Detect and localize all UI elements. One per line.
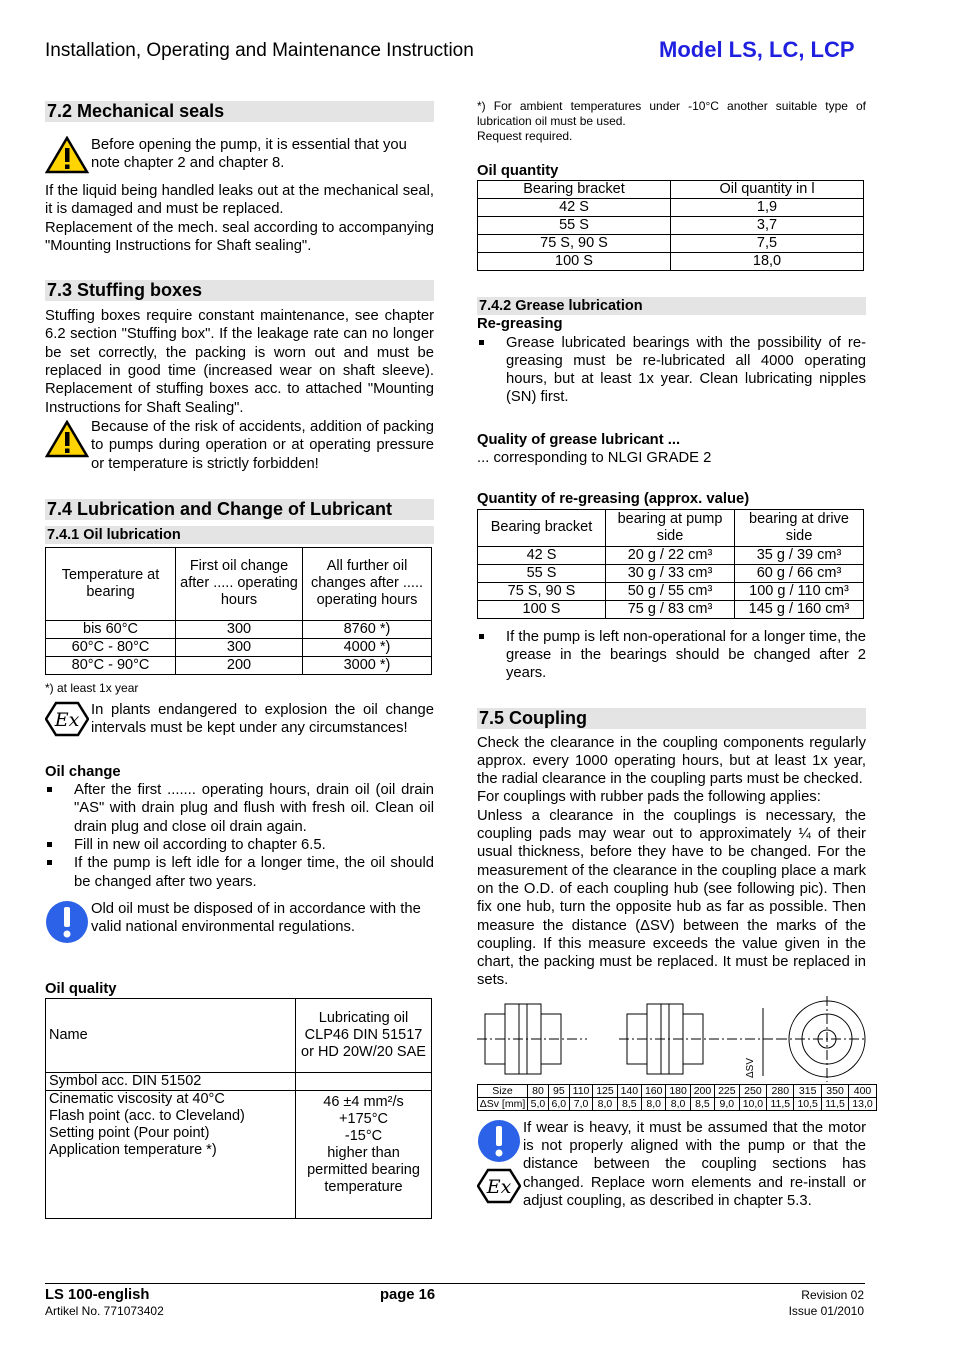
- paragraph: If the liquid being handled leaks out at the mechanical seal, it is damaged and must be replaced.: [45, 183, 434, 218]
- table-header: Bearing bracket: [478, 181, 671, 199]
- model-title: Model LS, LC, LCP: [659, 37, 855, 62]
- right-column: [477, 99, 873, 1210]
- table-row: 75 S, 90 S 7,5: [478, 235, 864, 253]
- table-row: Symbol acc. DIN 51502: [46, 1073, 432, 1091]
- table-row: 100 S 75 g / 83 cm³ 145 g / 160 cm³: [478, 600, 864, 618]
- section-7-4-title: 7.4 Lubrication and Change of Lubricant: [45, 499, 434, 520]
- svg-text:Ex: Ex: [54, 708, 80, 731]
- footnote: *) For ambient temperatures under -10°C another suitable type of lubrication oil must be used.: [477, 99, 866, 128]
- paragraph: For couplings with rubber pads the following applies:: [477, 789, 821, 806]
- table-row: 75 S, 90 S 50 g / 55 cm³ 100 g / 110 cm³: [478, 582, 864, 600]
- oil-change-table: [45, 547, 432, 675]
- explosion-protection-icon: [477, 1168, 521, 1204]
- paragraph: Unless a clearance in the couplings is necessary, the coupling pads may wear out to approximately ¼ of their usual thickness, before they have to be changed. For the measurement of the clearance in the coupling place a mark on the O.D. of each coupling hub (see following pic). Then fix one hub, turn the opposite hub as far as possible. Then measure the distance (ΔSV) between the marks of the coupling. If this measure exceeds the value given in the chart, the packing must be replaced. It must be replaced in sets.: [477, 807, 866, 989]
- warning-text: Because of the risk of accidents, addition of packing to pumps during operation or at operating pressure or temperature is strictly forbidden!: [91, 418, 434, 472]
- table-row: Size 80 95 110 125 140 160 180 200 225 250 280 315 350 400: [478, 1084, 877, 1097]
- oil-quality-table: [45, 998, 432, 1219]
- list-item: After the first ....... operating hours, drain oil (oil drain "AS" with drain plug and flush with fresh oil. Clean oil drain plug and close oil drain again.: [45, 781, 434, 836]
- coupling-diagram: [477, 996, 866, 1082]
- paragraph: ... corresponding to NLGI GRADE 2: [477, 450, 712, 467]
- table-header: Oil quantity in l: [671, 181, 864, 199]
- footer-article: Artikel No. 771073402: [45, 1304, 164, 1318]
- oil-change-title: Oil change: [45, 763, 121, 780]
- regreasing-title: Re-greasing: [477, 316, 563, 333]
- table-row: ΔSv [mm] 5,0 6,0 7,0 8,0 8,5 8,0 8,0 8,5 9,0 10,0 11,5 10,5 11,5 13,0: [478, 1097, 877, 1110]
- table-row: 55 S 30 g / 33 cm³ 60 g / 66 cm³: [478, 564, 864, 582]
- list-item: If the pump is left idle for a longer time, the oil should be changed after two years.: [45, 854, 434, 891]
- oil-change-list: [45, 781, 434, 891]
- explosion-protection-icon: [45, 701, 91, 742]
- list-item: Fill in new oil according to chapter 6.5.: [45, 836, 434, 854]
- table-row: 42 S 1,9: [478, 199, 864, 217]
- table-header: Bearing bracket: [478, 509, 606, 546]
- wear-text: If wear is heavy, it must be assumed that the motor is not properly aligned with the pump or that the distance between the coupling sections has changed. Replace worn elements and re-install or adjust coupling, as described in chapter 5.3.: [523, 1119, 866, 1209]
- table-header: Temperature at bearing: [46, 547, 176, 620]
- table-header: All further oil changes after ..... operating hours: [303, 547, 432, 620]
- icon-group: [477, 1119, 523, 1210]
- table-row: 60°C - 80°C 300 4000 *): [46, 638, 432, 656]
- footer-page: page 16: [380, 1287, 436, 1303]
- list-item: If the pump is left non-operational for a longer time, the grease in the bearings should be changed after 2 years.: [477, 628, 866, 683]
- paragraph: Check the clearance in the coupling components regularly approx. every 1000 operating hours, but at least 1x year, the radial clearance in the coupling parts must be checked.: [477, 734, 866, 788]
- warning-icon: [45, 418, 91, 473]
- regrease-quantity-table: [477, 509, 864, 619]
- table-row: Cinematic viscosity at 40°C Flash point (acc. to Cleveland) Setting point (Pour point) Application temperature *) 46 ±4 mm²/s +175°C -15°C higher than permitted bearing temperature: [46, 1091, 432, 1219]
- paragraph: Replacement of the mech. seal according to accompanying "Mounting Instructions for Shaft sealing".: [45, 219, 434, 254]
- table-header: First oil change after ..... operating hours: [176, 547, 303, 620]
- grease-quality-title: Quality of grease lubricant ...: [477, 431, 681, 448]
- table-header: bearing at drive side: [735, 509, 864, 546]
- paragraph: Stuffing boxes require constant maintenance, see chapter 6.2 section "Stuffing box". If the leakage rate can no longer be set correctly, the packing is worn out and must be replaced in good time (increased wear on shaft sleeve). Replacement of stuffing boxes acc. to attached "Mounting Instructions for Shaft Sealing".: [45, 308, 434, 416]
- subsection-7-4-2-title: 7.4.2 Grease lubrication: [477, 297, 866, 315]
- section-7-5-title: 7.5 Coupling: [477, 708, 866, 729]
- section-7-3-title: 7.3 Stuffing boxes: [45, 280, 434, 301]
- idle-list: [477, 628, 866, 683]
- oil-quantity-title: Oil quantity: [477, 163, 559, 179]
- dispose-text: Old oil must be disposed of in accordance with the valid national environmental regulations.: [91, 900, 421, 936]
- header-title: Installation, Operating and Maintenance Instruction: [45, 40, 474, 61]
- subsection-7-4-1-title: 7.4.1 Oil lubrication: [45, 526, 434, 544]
- footer-issue: Issue 01/2010: [788, 1304, 864, 1318]
- footer-doc: LS 100-english: [45, 1287, 150, 1303]
- table-row: Name Lubricating oil CLP46 DIN 51517 or HD 20W/20 SAE: [46, 999, 432, 1073]
- warning-icon: [45, 136, 91, 179]
- coupling-size-table: [477, 1084, 877, 1111]
- exclamation-icon: [477, 1119, 521, 1163]
- oil-quantity-table: [477, 180, 864, 271]
- footer-divider: [45, 1283, 865, 1284]
- regrease-quantity-title: Quantity of re-greasing (approx. value): [477, 491, 750, 508]
- left-column: [45, 101, 434, 1219]
- warning-text: Before opening the pump, it is essential that you note chapter 2 and chapter 8.: [91, 137, 407, 172]
- table-row: 42 S 20 g / 22 cm³ 35 g / 39 cm³: [478, 546, 864, 564]
- table-row: 80°C - 90°C 200 3000 *): [46, 656, 432, 674]
- table-row: bis 60°C 300 8760 *): [46, 620, 432, 638]
- section-7-2-title: 7.2 Mechanical seals: [45, 101, 434, 122]
- list-item: Grease lubricated bearings with the possibility of re-greasing must be re-lubricated all 4000 operating hours, but at least 1x year. Clean lubricating nipples (SN) first.: [477, 334, 866, 407]
- table-header: bearing at pump side: [606, 509, 735, 546]
- ex-warning-text: In plants endangered to explosion the oil change intervals must be kept under any circumstances!: [91, 701, 434, 737]
- exclamation-icon: [45, 900, 91, 949]
- delta-sv-label: ΔSV: [745, 1057, 756, 1078]
- svg-text:Ex: Ex: [486, 1175, 512, 1198]
- footnote: Request required.: [477, 129, 573, 143]
- footer-revision: Revision 02: [801, 1288, 864, 1302]
- regreasing-list: [477, 334, 866, 407]
- table-row: 55 S 3,7: [478, 217, 864, 235]
- table-row: 100 S 18,0: [478, 253, 864, 271]
- table-note: *) at least 1x year: [45, 680, 139, 695]
- oil-quality-title: Oil quality: [45, 980, 117, 997]
